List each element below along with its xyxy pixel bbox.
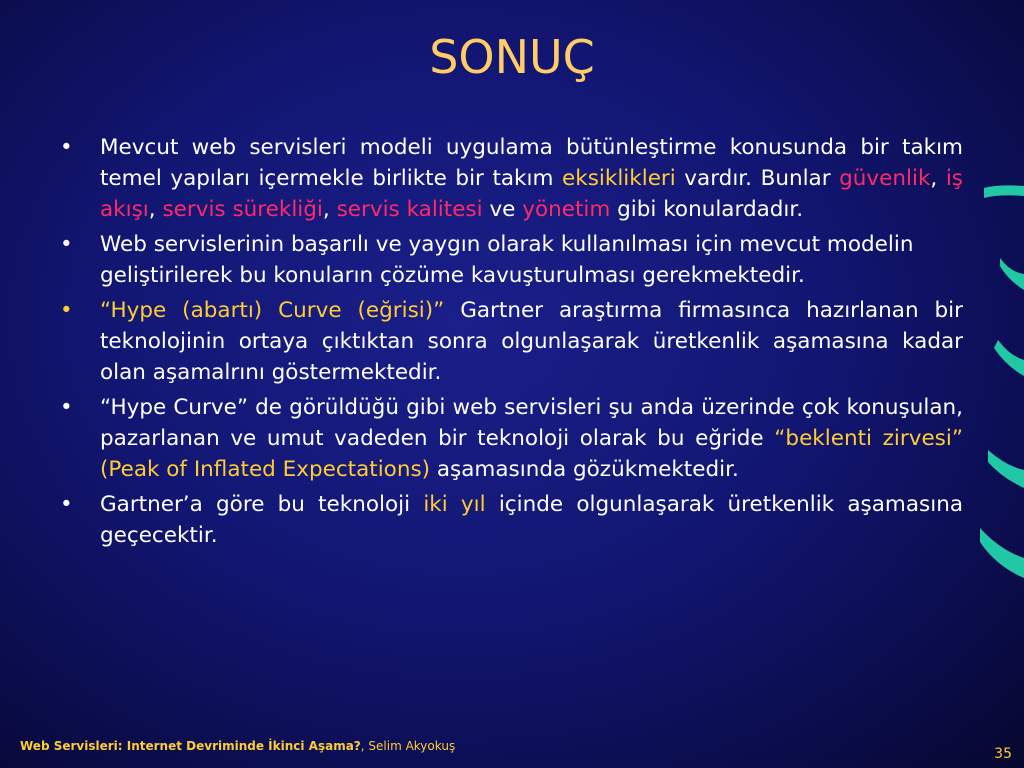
footer-title: Web Servisleri: Internet Devriminde İkinci Aşama? [20,739,361,753]
ribbon-decoration-icon [984,178,1024,208]
bullet-list [58,132,963,555]
slide-footer [20,739,455,753]
bullet-marker: • [60,395,73,420]
highlight-text: eksiklikleri [562,166,676,191]
ribbon-decoration-icon [994,340,1024,384]
bullet-item [58,132,963,225]
bullet-item [58,295,963,388]
highlight-text: “beklenti zirvesi” (Peak of Inflated Expectations) [100,426,963,482]
bullet-marker: • [60,492,73,517]
bullet-text: vardır. Bunlar [675,166,840,191]
ribbon-decoration-icon [1000,258,1024,298]
bullet-text: “Hype Curve” de görüldüğü gibi web servisleri şu anda üzerinde çok konuşulan, pazarlanan ve umut vadeden bir teknoloji olarak bu eğride [100,395,963,451]
bullet-text: Gartner’a göre bu teknoloji [100,492,424,517]
bullet-text: , [930,166,946,191]
bullet-text: içinde olgunlaşarak üretkenlik aşamasına geçecektir. [100,492,964,548]
bullet-item [58,229,963,291]
bullet-item [58,489,963,551]
bullet-text: , [322,197,337,222]
page-number: 35 [994,746,1012,762]
highlight-text: servis sürekliği [162,197,323,222]
bullet-text: gibi konulardadır. [610,197,804,222]
bullet-text: , [148,197,163,222]
highlight-text: servis kalitesi [336,197,483,222]
bullet-marker: • [60,232,73,257]
highlight-text: iki yıl [423,492,486,517]
highlight-text: yönetim [522,197,611,222]
footer-author: Selim Akyokuş [368,739,456,753]
bullet-item [58,392,963,485]
footer-separator: , [360,739,369,753]
bullet-marker: • [60,298,73,323]
highlight-text: “Hype (abartı) Curve (eğrisi)” [100,298,445,323]
bullet-text: aşamasında gözükmektedir. [430,457,739,482]
highlight-text: güvenlik [839,166,931,191]
bullet-text: ve [482,197,523,222]
slide-title: SONUÇ [429,30,595,84]
ribbon-decoration-icon [980,524,1024,584]
bullet-text: Gartner araştırma firmasınca hazırlanan bir teknolojinin ortaya çıktıktan sonra olgunlaşarak üretkenlik aşamasına kadar olan aşamalrını göstermektedir. [100,298,963,385]
bullet-marker: • [60,135,73,160]
bullet-text: Mevcut web servisleri modeli uygulama bütünleştirme konusunda bir takım temel yapıları içermekle birlikte bir takım [100,135,963,191]
bullet-text: Web servislerinin başarılı ve yaygın olarak kullanılması için mevcut modelin geliştirilerek bu konuların çözüme kavuşturulması gerekmektedir. [100,232,914,288]
ribbon-decoration-icon [988,448,1024,498]
highlight-text: iş akışı [100,166,963,222]
